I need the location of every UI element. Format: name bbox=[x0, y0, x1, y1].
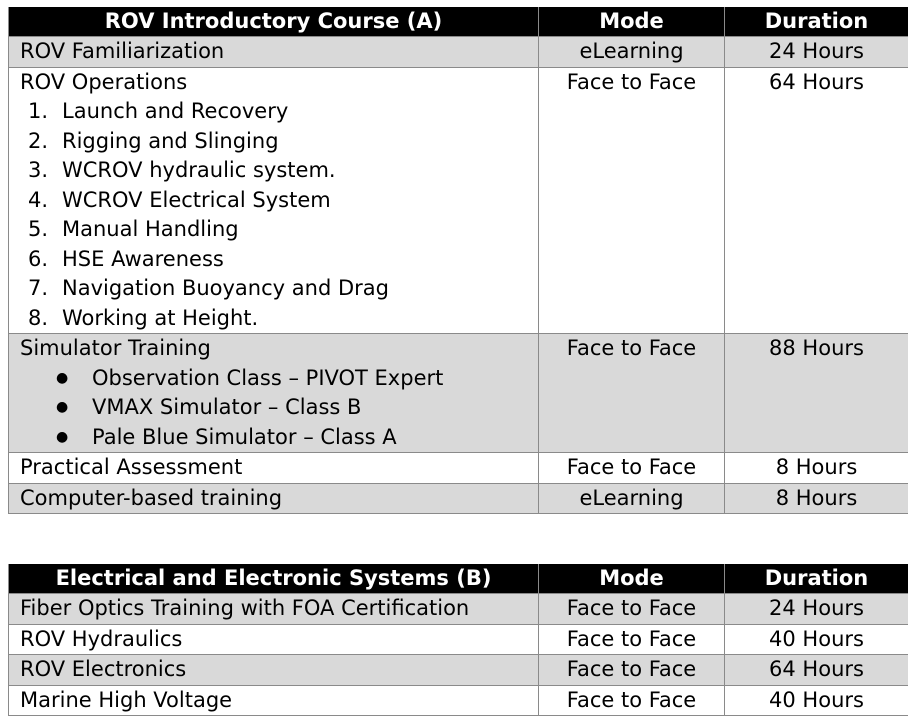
list-item-number: 7. bbox=[28, 276, 49, 300]
list-item-number: 6. bbox=[28, 246, 49, 271]
course-cell bbox=[9, 67, 539, 334]
course-column-header: Electrical and Electronic Systems (B) bbox=[9, 564, 539, 594]
list-item bbox=[28, 127, 538, 157]
course-name: ROV Familiarization bbox=[9, 37, 539, 68]
table-row bbox=[9, 453, 908, 484]
course-name: ROV Electronics bbox=[9, 655, 539, 686]
numbered-topic-list bbox=[20, 97, 538, 333]
list-item bbox=[28, 97, 538, 127]
list-item-number: 3. bbox=[28, 158, 49, 182]
course-duration: 64 Hours bbox=[725, 655, 908, 686]
course-name: ROV Hydraulics bbox=[9, 624, 539, 655]
course-name: Simulator Training bbox=[20, 336, 211, 360]
list-item-text: Observation Class – PIVOT Expert bbox=[92, 365, 444, 390]
rov-introductory-course-table bbox=[8, 7, 908, 514]
course-mode: Face to Face bbox=[539, 624, 725, 655]
table-row bbox=[9, 685, 908, 716]
list-item bbox=[28, 186, 538, 216]
list-item-number: 2. bbox=[28, 128, 49, 153]
list-item-text: Working at Height. bbox=[62, 305, 259, 330]
course-mode: eLearning bbox=[539, 37, 725, 68]
table-row bbox=[9, 483, 908, 514]
course-mode: Face to Face bbox=[539, 685, 725, 716]
course-duration: 8 Hours bbox=[725, 483, 908, 514]
bullet-icon: ● bbox=[56, 369, 69, 386]
list-item-text: Rigging and Slinging bbox=[62, 128, 279, 153]
list-item-number: 8. bbox=[28, 305, 49, 330]
course-duration: 40 Hours bbox=[725, 685, 908, 716]
course-mode: Face to Face bbox=[539, 67, 725, 334]
table-row bbox=[9, 624, 908, 655]
list-item-number: 4. bbox=[28, 187, 49, 212]
list-item bbox=[56, 364, 538, 394]
list-item bbox=[56, 393, 538, 423]
list-item-text: Manual Handling bbox=[62, 217, 239, 241]
list-item-number: 5. bbox=[28, 217, 49, 241]
course-column-header: ROV Introductory Course (A) bbox=[9, 7, 539, 37]
course-mode: Face to Face bbox=[539, 594, 725, 625]
bullet-icon: ● bbox=[56, 428, 69, 445]
course-cell bbox=[9, 334, 539, 453]
table-row bbox=[9, 655, 908, 686]
list-item-text: Pale Blue Simulator – Class A bbox=[92, 424, 397, 449]
list-item bbox=[28, 304, 538, 334]
table-row bbox=[9, 334, 908, 453]
list-item bbox=[28, 245, 538, 275]
course-duration: 8 Hours bbox=[725, 453, 908, 484]
list-item bbox=[28, 215, 538, 245]
bullet-icon: ● bbox=[56, 399, 69, 415]
list-item-text: WCROV hydraulic system. bbox=[62, 158, 336, 182]
list-item-text: HSE Awareness bbox=[62, 246, 224, 271]
list-item-text: Navigation Buoyancy and Drag bbox=[62, 276, 389, 300]
course-name: Practical Assessment bbox=[9, 453, 539, 484]
course-name: Computer-based training bbox=[9, 483, 539, 514]
table-header-row bbox=[9, 7, 908, 37]
table-row bbox=[9, 37, 908, 68]
table-row bbox=[9, 67, 908, 334]
list-item bbox=[28, 274, 538, 304]
list-item-text: Launch and Recovery bbox=[62, 99, 289, 123]
bulleted-topic-list bbox=[20, 364, 538, 453]
course-name: Fiber Optics Training with FOA Certification bbox=[9, 594, 539, 625]
mode-column-header: Mode bbox=[539, 564, 725, 594]
course-duration: 64 Hours bbox=[725, 67, 908, 334]
duration-column-header: Duration bbox=[725, 564, 908, 594]
duration-column-header: Duration bbox=[725, 7, 908, 37]
course-mode: Face to Face bbox=[539, 453, 725, 484]
course-mode: eLearning bbox=[539, 483, 725, 514]
list-item-text: WCROV Electrical System bbox=[62, 187, 331, 212]
course-duration: 88 Hours bbox=[725, 334, 908, 453]
table-row bbox=[9, 594, 908, 625]
mode-column-header: Mode bbox=[539, 7, 725, 37]
list-item bbox=[28, 156, 538, 186]
list-item-number: 1. bbox=[28, 99, 49, 123]
course-duration: 24 Hours bbox=[725, 594, 908, 625]
course-mode: Face to Face bbox=[539, 655, 725, 686]
course-duration: 40 Hours bbox=[725, 624, 908, 655]
course-name: ROV Operations bbox=[20, 69, 188, 94]
course-duration: 24 Hours bbox=[725, 37, 908, 68]
course-mode: Face to Face bbox=[539, 334, 725, 453]
course-name: Marine High Voltage bbox=[9, 685, 539, 716]
table-header-row bbox=[9, 564, 908, 594]
list-item bbox=[56, 423, 538, 453]
list-item-text: VMAX Simulator – Class B bbox=[92, 395, 362, 419]
electrical-electronic-systems-table bbox=[8, 564, 908, 716]
